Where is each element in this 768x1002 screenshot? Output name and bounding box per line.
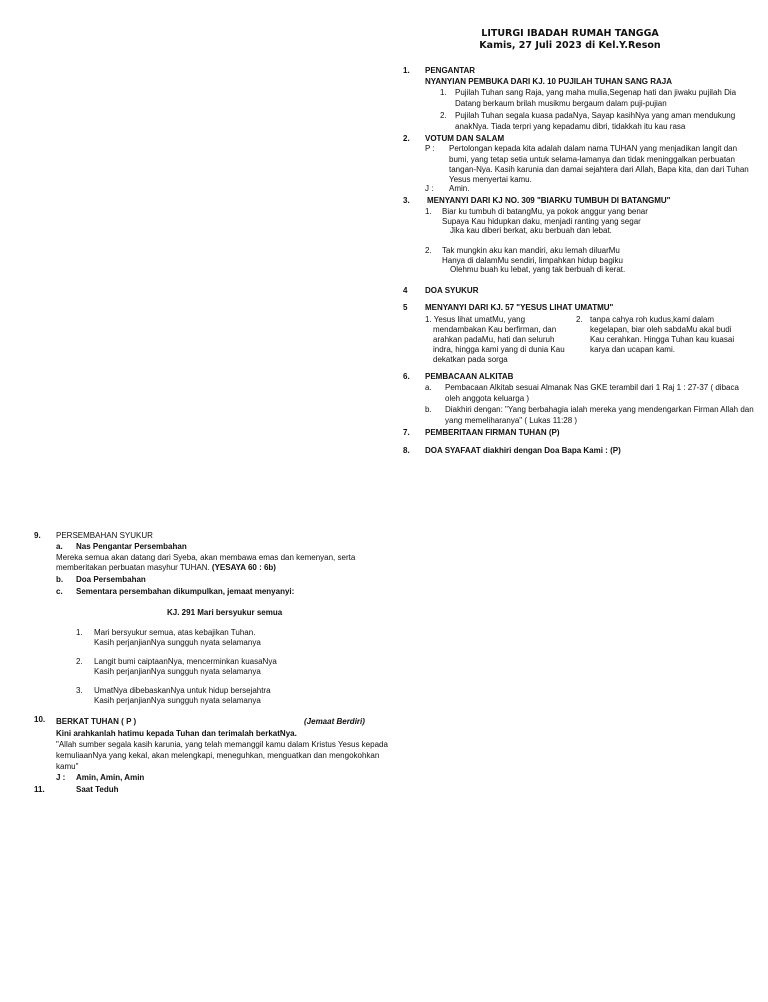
s1-verse-1-line-1: Pujilah Tuhan sang Raja, yang maha mulia,Segenap hati dan jiwaku pujilah Dia — [455, 88, 737, 97]
section-7-number: 7. — [403, 428, 410, 437]
section-1-sub: NYANYIAN PEMBUKA DARI KJ. 10 PUJILAH TUHAN SANG RAJA — [425, 77, 672, 86]
s3-verse-1-line-2: Supaya Kau hidupkan daku, menjadi ranting yang segar — [442, 217, 641, 226]
s9-paragraph-line-1: Mereka semua akan datang dari Syeba, akan membawa emas dan kemenyan, serta — [56, 553, 356, 562]
s3-verse-1-number: 1. — [425, 207, 432, 216]
section-8-number: 8. — [403, 446, 410, 455]
s9-verse-2-number: 2. — [76, 657, 83, 666]
s9-verse-3-line-1: UmatNya dibebaskanNya untuk hidup bersejahtra — [94, 686, 271, 695]
s2-line-4: Yesus menyertai kamu. — [449, 175, 532, 184]
s9-verse-1-line-1: Mari bersyukur semua, atas kebajikan Tuhan. — [94, 628, 256, 637]
s9-b-text: Doa Persembahan — [76, 575, 146, 584]
s6-a-label: a. — [425, 383, 432, 392]
s9-scripture-ref: (YESAYA 60 : 6b) — [209, 563, 276, 572]
s10-line-3: kemuliaanNya yang kekal, akan melengkapi, meneguhkan, menguatkan dan mengokohkan — [56, 751, 380, 760]
s2-line-1: Pertolongan kepada kita adalah dalam nama TUHAN yang menjadikan langit dan — [449, 144, 738, 153]
s10-amin: Amin, Amin, Amin — [76, 773, 145, 782]
section-9-heading: PERSEMBAHAN SYUKUR — [56, 531, 153, 540]
s6-a-line-2: oleh anggota keluarga ) — [445, 394, 530, 403]
s6-b-line-2: yang memeliharanya" ( Lukas 11:28 ) — [445, 416, 578, 425]
s2-j-label: J : — [425, 184, 434, 193]
section-1-heading: PENGANTAR — [425, 66, 476, 75]
s9-verse-2-line-1: Langit bumi caiptaanNya, mencerminkan kuasaNya — [94, 657, 277, 666]
s10-line-1: Kini arahkanlah hatimu kepada Tuhan dan terimalah berkatNya. — [56, 729, 297, 738]
section-4-heading: DOA SYUKUR — [425, 286, 479, 295]
section-10-number: 10. — [34, 715, 46, 724]
s5-col2-line-1: tanpa cahya roh kudus,kami dalam — [590, 315, 715, 324]
section-8-heading: DOA SYAFAAT diakhiri dengan Doa Bapa Kami : (P) — [425, 446, 621, 455]
s9-verse-2-line-2: Kasih perjanjianNya sungguh nyata selamanya — [94, 667, 261, 676]
s3-verse-2-number: 2. — [425, 246, 432, 255]
s3-verse-1-line-1: Biar ku tumbuh di batangMu, ya pokok anggur yang benar — [442, 207, 648, 216]
section-3-heading: MENYANYI DARI KJ NO. 309 "BIARKU TUMBUH DI BATANGMU" — [427, 196, 671, 205]
s9-verse-1-number: 1. — [76, 628, 83, 637]
s10-note: (Jemaat Berdiri) — [304, 717, 365, 726]
section-11-heading: Saat Teduh — [76, 785, 119, 794]
s9-song-title: KJ. 291 Mari bersyukur semua — [167, 608, 283, 617]
s2-p-label: P : — [425, 144, 435, 153]
s9-c-text: Sementara persembahan dikumpulkan, jemaat menyanyi: — [76, 587, 295, 596]
section-5-number: 5 — [403, 303, 408, 312]
s5-col1-line-5: dekatkan pada sorga — [433, 355, 508, 364]
s5-col1-line-2: mendambakan Kau berfirman, dan — [433, 325, 557, 334]
section-6-heading: PEMBACAAN ALKITAB — [425, 372, 514, 381]
s3-verse-1-line-3: Jika kau diberi berkat, aku berbuah dan lebat. — [450, 226, 612, 235]
s10-line-2: "Allah sumber segala kasih karunia, yang telah memanggil kamu dalam Kristus Yesus kepada — [56, 740, 388, 749]
s9-paragraph-line-2 — [56, 563, 276, 574]
s2-amin: Amin. — [449, 184, 470, 193]
s5-col1-line-3: arahkan padaMu, hati dan seluruh — [433, 335, 555, 344]
s5-col1-line-4: indra, hingga kami yang di dunia Kau — [433, 345, 565, 354]
s5-col2-line-2: kegelapan, biar oleh sabdaMu akal budi — [590, 325, 732, 334]
s5-col2-number: 2. — [576, 315, 583, 324]
section-9-number: 9. — [34, 531, 41, 540]
section-5-heading: MENYANYI DARI KJ. 57 "YESUS LIHAT UMATMU" — [425, 303, 614, 312]
s10-j-label: J : — [56, 773, 66, 782]
s3-verse-2-line-1: Tak mungkin aku kan mandiri, aku lemah diluarMu — [442, 246, 620, 255]
s1-verse-1-line-2: Datang berkaum brilah musikmu bergaum dalam puji-pujian — [455, 99, 667, 108]
section-7-heading: PEMBERITAAN FIRMAN TUHAN (P) — [425, 428, 560, 437]
s1-verse-1-number: 1. — [440, 88, 447, 97]
section-11-number: 11. — [34, 785, 45, 794]
s1-verse-2-line-2: anakNya. Tiada terpri yang kepadamu dibri, tidakkah itu kau rasa — [455, 122, 686, 131]
s9-paragraph-text: memberitakan perbuatan masyhur TUHAN. — [56, 563, 210, 572]
section-6-number: 6. — [403, 372, 410, 381]
s6-b-line-1: Diakhiri dengan: "Yang berbahagia ialah mereka yang mendengarkan Firman Allah dan — [445, 405, 754, 414]
section-3-number: 3. — [403, 196, 410, 205]
s9-a-label: a. — [56, 542, 63, 551]
s1-verse-2-line-1: Pujilah Tuhan segala kuasa padaNya, Sayap kasihNya yang aman mendukung — [455, 111, 736, 120]
s5-col2-line-4: karya dan ucapan kami. — [590, 345, 675, 354]
doc-subtitle: Kamis, 27 Juli 2023 di Kel.Y.Reson — [479, 40, 661, 51]
s9-a-text: Nas Pengantar Persembahan — [76, 542, 187, 551]
section-4-number: 4 — [403, 286, 408, 295]
section-10-heading: BERKAT TUHAN ( P ) — [56, 717, 137, 726]
s9-c-label: c. — [56, 587, 63, 596]
s9-verse-3-number: 3. — [76, 686, 83, 695]
s9-verse-3-line-2: Kasih perjanjianNya sungguh nyata selamanya — [94, 696, 261, 705]
section-2-heading: VOTUM DAN SALAM — [425, 134, 505, 143]
s10-line-4: kamu" — [56, 762, 79, 771]
s6-a-line-1: Pembacaan Alkitab sesuai Almanak Nas GKE terambil dari 1 Raj 1 : 27-37 ( dibaca — [445, 383, 739, 392]
s6-b-label: b. — [425, 405, 432, 414]
s2-line-3: tangan-Nya. Kasih karunia dan damai sejahtera dari Allah, Bapa kita, dan dari Tuhan — [449, 165, 749, 174]
s5-col1-line-1: 1. Yesus lihat umatMu, yang — [425, 315, 526, 324]
s2-line-2: bumi, yang tetap setia untuk selama-lamanya dan tidak meninggalkan perbuatan — [449, 155, 735, 164]
s9-verse-1-line-2: Kasih perjanjianNya sungguh nyata selamanya — [94, 638, 261, 647]
s5-col2-line-3: Kau cerahkan. Hingga Tuhan kau kuasai — [590, 335, 735, 344]
doc-title: LITURGI IBADAH RUMAH TANGGA — [481, 28, 659, 39]
section-2-number: 2. — [403, 134, 410, 143]
s9-b-label: b. — [56, 575, 64, 584]
section-1-number: 1. — [403, 66, 410, 75]
s3-verse-2-line-2: Hanya di dalamMu sendiri, limpahkan hidup bagiku — [442, 256, 623, 265]
s3-verse-2-line-3: Olehmu buah ku lebat, yang tak berbuah di kerat. — [450, 265, 626, 274]
s1-verse-2-number: 2. — [440, 111, 447, 120]
